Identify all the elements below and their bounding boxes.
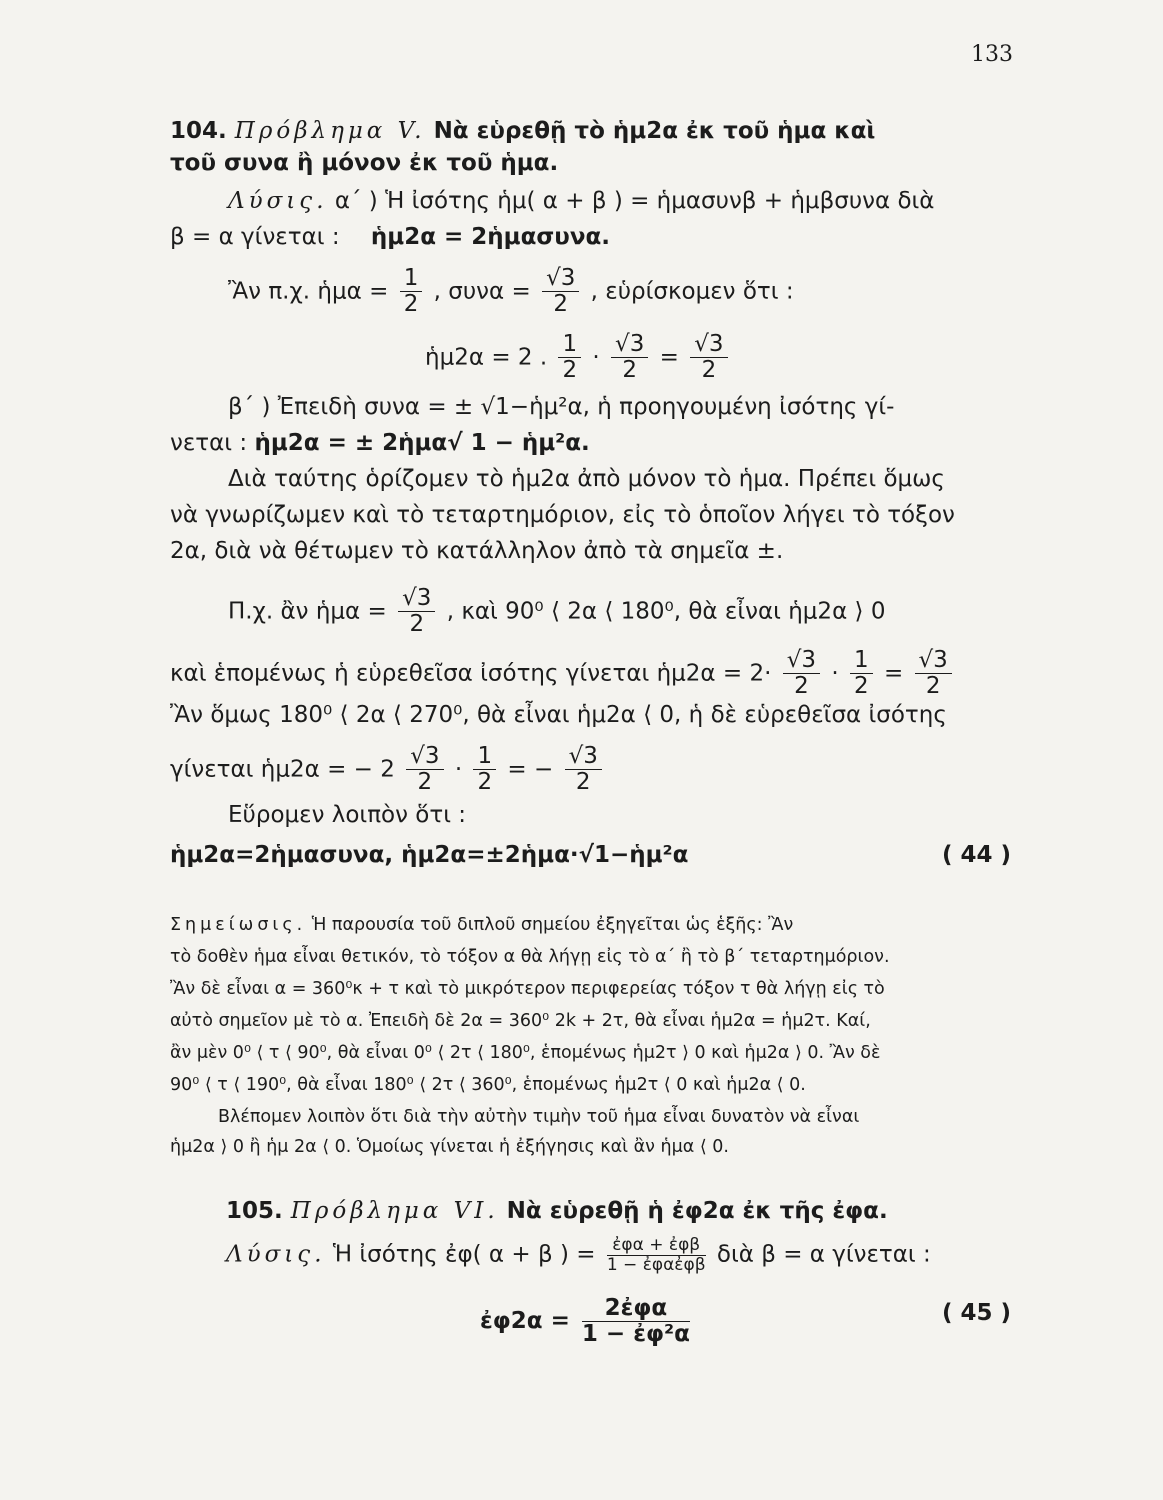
numerator: 1: [850, 648, 873, 674]
fraction: [565, 744, 602, 796]
solution-105-line: [226, 1236, 1011, 1274]
problem-105-heading: [226, 1196, 1011, 1226]
problem-statement: Νὰ εὑρεθῇ τὸ ἡμ2α ἐκ τοῦ ἡμα καὶ: [433, 118, 876, 144]
text: Ἂν π.χ. ἡμα =: [228, 278, 389, 305]
text: =: [883, 660, 904, 687]
denominator: 2: [701, 357, 717, 384]
note-line: Ἂν δὲ εἶναι α = 360⁰κ + τ καὶ τὸ μικρότερον περιφερείας τόξον τ θὰ λήγῃ εἰς τὸ: [170, 979, 885, 999]
text: Ἡ ἰσότης ἐφ( α + β ) =: [332, 1241, 596, 1268]
denominator: 2: [575, 769, 591, 796]
note-line: ἡμ2α ⟩ 0 ἢ ἡμ 2α ⟨ 0. Ὁμοίως γίνεται ἡ ἐξήγησις καὶ ἂν ἡμα ⟨ 0.: [170, 1137, 729, 1157]
example-line: [228, 266, 1011, 318]
denominator: 2: [853, 673, 869, 700]
example-3-line: Ἂν ὅμως 180⁰ ⟨ 2α ⟨ 270⁰, θὰ εἶναι ἡμ2α ⟨ 0, ἡ δὲ εὑρεθεῖσα ἰσότης: [170, 702, 947, 728]
paragraph-line: 2α, διὰ νὰ θέτωμεν τὸ κατάλληλον ἀπὸ τὰ σημεῖα ±.: [170, 538, 784, 564]
note-line: 90⁰ ⟨ τ ⟨ 190⁰, θὰ εἶναι 180⁰ ⟨ 2τ ⟨ 360⁰, ἑπομένως ἡμ2τ ⟨ 0 καὶ ἡμ2α ⟨ 0.: [170, 1075, 806, 1095]
denominator: 2: [794, 673, 809, 700]
conclusion-line: Εὕρομεν λοιπὸν ὅτι :: [228, 802, 467, 828]
problem-number: 104.: [170, 118, 227, 144]
fraction: [783, 648, 820, 700]
text: , συνα =: [433, 278, 531, 305]
fraction: [607, 1236, 706, 1274]
example-2-line: [228, 586, 1011, 638]
text: καὶ ἑπομένως ἡ εὑρεθεῖσα ἰσότης γίνεται ἡμ2α = 2·: [170, 660, 772, 687]
text: ·: [454, 756, 463, 783]
text: ·: [592, 344, 600, 371]
numerator: √3: [398, 586, 435, 612]
fraction: [400, 266, 423, 318]
text: ·: [831, 660, 839, 687]
numerator: √3: [565, 744, 602, 770]
formula-44: [170, 840, 1011, 870]
problem-104-heading: [170, 116, 1011, 146]
text: Π.χ. ἂν ἡμα =: [228, 598, 387, 625]
denominator: 2: [562, 357, 578, 384]
solution-label: Λύσις.: [228, 188, 328, 214]
formula-45: [170, 1296, 1011, 1348]
problem-104-heading-line2: τοῦ συνα ἢ μόνον ἐκ τοῦ ἡμα.: [170, 150, 559, 176]
example-3-result: [170, 744, 1011, 796]
fraction: [558, 332, 581, 384]
denominator: 2: [925, 673, 941, 700]
text: = −: [507, 756, 554, 783]
fraction: [542, 266, 579, 318]
text: β = α γίνεται :: [170, 224, 340, 250]
solution-line-1: [228, 186, 1011, 216]
line-b: β΄ ) Ἐπειδὴ συνα = ± √1−ἡμ²α, ἡ προηγουμένη ἰσότης γί-: [228, 394, 895, 420]
numerator: √3: [611, 332, 648, 358]
numerator: √3: [690, 332, 727, 358]
text: Ἡ παρουσία τοῦ διπλοῦ σημείου ἐξηγεῖται ὡς ἑξῆς: Ἂν: [311, 915, 794, 935]
denominator: 2: [417, 769, 433, 796]
numerator: √3: [783, 648, 820, 674]
formula: ἡμ2α = 2ἡμασυνα.: [370, 224, 611, 250]
note-line: αὐτὸ σημεῖον μὲ τὸ α. Ἐπειδὴ δὲ 2α = 360⁰ 2k + 2τ, θὰ εἶναι ἡμ2α = ἡμ2τ. Καί,: [170, 1011, 871, 1031]
note-line: Βλέπομεν λοιπὸν ὅτι διὰ τὴν αὐτὴν τιμὴν τοῦ ἡμα εἶναι δυνατὸν νὰ εἶναι: [218, 1107, 860, 1127]
text: γίνεται ἡμ2α = − 2: [170, 756, 395, 783]
text: ἡμ2α = 2 .: [425, 344, 548, 371]
fraction: [582, 1296, 690, 1348]
denominator: 2: [403, 291, 419, 318]
fraction: [850, 648, 873, 700]
fraction: [406, 744, 443, 796]
line-b-cont: [170, 428, 1011, 458]
fraction: [611, 332, 648, 384]
fraction: [473, 744, 496, 796]
problem-label: Πρόβλημα VI.: [290, 1198, 499, 1224]
denominator: 2: [622, 357, 638, 384]
text: , καὶ 90⁰ ⟨ 2α ⟨ 180⁰, θὰ εἶναι ἡμ2α ⟩ 0: [446, 598, 886, 625]
example-2-result: [170, 648, 1011, 700]
denominator: 2: [553, 291, 569, 318]
fraction: [690, 332, 727, 384]
problem-statement: Νὰ εὑρεθῇ ἡ ἐφ2α ἐκ τῆς ἐφα.: [506, 1198, 888, 1224]
paragraph-line: νὰ γνωρίζωμεν καὶ τὸ τεταρτημόριον, εἰς τὸ ὁποῖον λήγει τὸ τόξον: [170, 502, 955, 528]
formula: ἡμ2α=2ἡμασυνα, ἡμ2α=±2ἡμα·√1−ἡμ²α: [170, 842, 689, 868]
note-line: [170, 912, 1011, 939]
formula: ἐφ2α =: [480, 1308, 570, 1335]
numerator: 2ἐφα: [582, 1296, 690, 1322]
problem-label: Πρόβλημα V.: [234, 118, 426, 144]
computation-line: [425, 332, 1011, 384]
page-number: 133: [971, 42, 1013, 67]
problem-number: 105.: [226, 1198, 283, 1224]
text: νεται :: [170, 430, 248, 456]
equation-number: ( 44 ): [941, 842, 1011, 868]
note-line: τὸ δοθὲν ἡμα εἶναι θετικόν, τὸ τόξον α θὰ λήγῃ εἰς τὸ α΄ ἢ τὸ β΄ τεταρτημόριον.: [170, 947, 890, 967]
numerator: √3: [915, 648, 952, 674]
formula: ἡμ2α = ± 2ἡμα√ 1 − ἡμ²α.: [254, 430, 590, 456]
denominator: 2: [409, 611, 425, 638]
numerator: 1: [558, 332, 581, 358]
denominator: 1 − ἐφαἐφβ: [606, 1254, 706, 1275]
text: α΄ ) Ἡ ἰσότης ἡμ( α + β ) = ἡμασυνβ + ἡμβσυνα διὰ: [334, 188, 935, 214]
denominator: 2: [477, 769, 493, 796]
note-line: ἂν μὲν 0⁰ ⟨ τ ⟨ 90⁰, θὰ εἶναι 0⁰ ⟨ 2τ ⟨ 180⁰, ἑπομένως ἡμ2τ ⟩ 0 καὶ ἡμ2α ⟩ 0. Ἂν δὲ: [170, 1043, 881, 1063]
numerator: 1: [473, 744, 496, 770]
solution-label: Λύσις.: [226, 1241, 326, 1268]
fraction: [398, 586, 435, 638]
text: , εὑρίσκομεν ὅτι :: [590, 278, 794, 305]
paragraph-line: Διὰ ταύτης ὁρίζομεν τὸ ἡμ2α ἀπὸ μόνον τὸ ἡμα. Πρέπει ὅμως: [228, 466, 945, 492]
text: διὰ β = α γίνεται :: [716, 1241, 931, 1268]
fraction: [915, 648, 952, 700]
note-label: Σημείωσις.: [170, 915, 307, 935]
numerator: √3: [406, 744, 443, 770]
equation-number: ( 45 ): [941, 1300, 1011, 1326]
solution-line-2: [170, 222, 1011, 252]
numerator: ἐφα + ἐφβ: [607, 1236, 706, 1256]
numerator: 1: [400, 266, 423, 292]
denominator: 1 − ἐφ²α: [581, 1321, 690, 1348]
numerator: √3: [542, 266, 579, 292]
text: =: [659, 344, 679, 371]
